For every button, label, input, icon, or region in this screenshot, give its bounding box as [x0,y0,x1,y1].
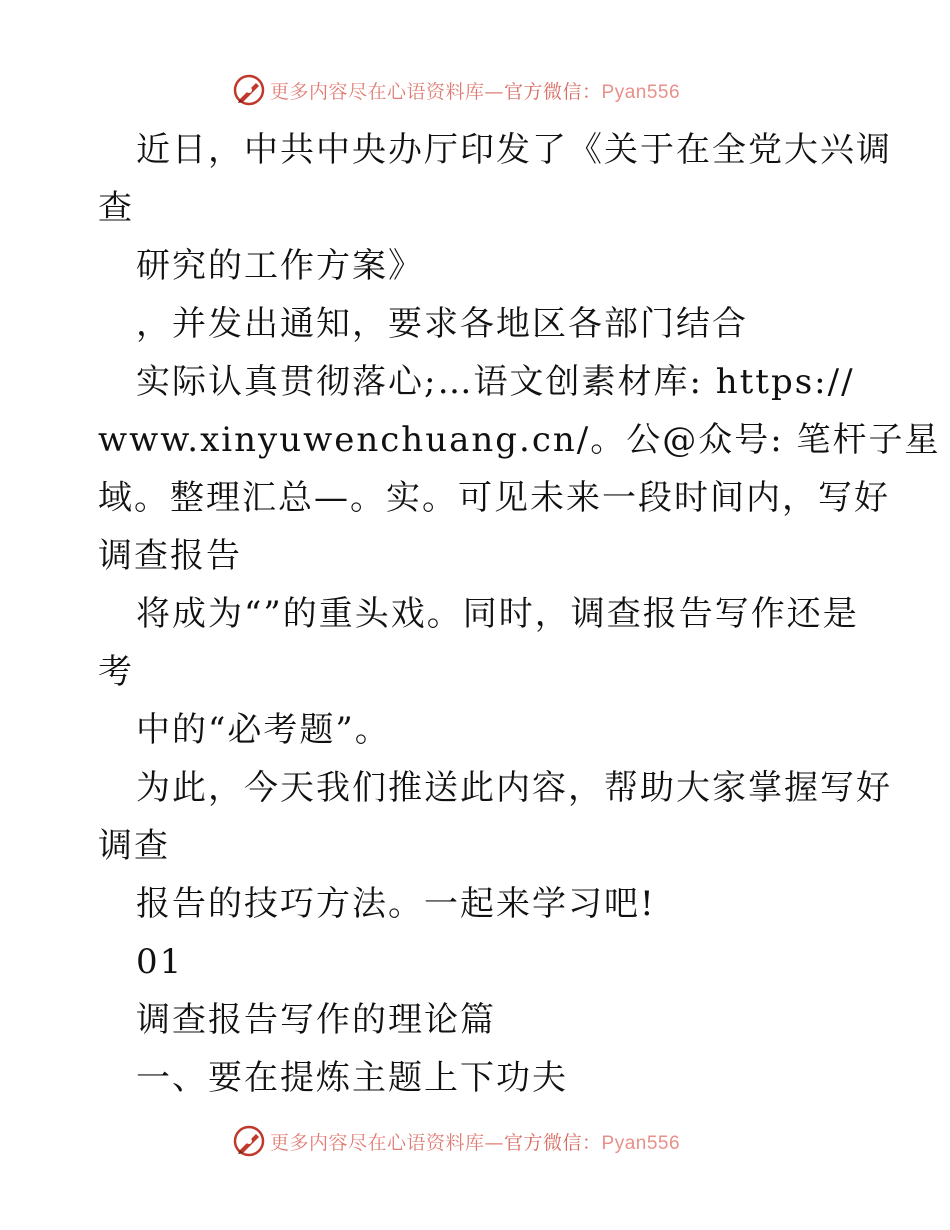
text-line: www.xinyuwenchuang.cn/。公@众号: 笔杆子星 [98,420,941,460]
banner-text [270,1128,680,1155]
header-watermark-banner [232,70,712,110]
text-line: 调查报告 [98,536,242,576]
banner-main-text: 更多内容尽在心语资料库 [270,1131,485,1154]
text-line: ，并发出通知，要求各地区各部门结合 [136,304,748,344]
section-heading: 调查报告写作的理论篇 [136,1000,496,1040]
section-number: 01 [136,942,184,982]
text-line: 调查 [98,826,170,866]
text-line: 域。整理汇总—。实。可见未来一段时间内，写好 [98,478,890,518]
banner-wechat-label: 官方微信： [504,1131,602,1154]
text-line: 研究的工作方案》 [136,246,424,286]
pen-logo-icon [232,73,266,107]
text-line: 实际认真贯彻落心;…语文创素材库: https:// [136,362,855,402]
text-line: 考 [98,652,134,692]
text-line: 为此，今天我们推送此内容，帮助大家掌握写好 [136,768,892,808]
subsection-heading: 一、要在提炼主题上下功夫 [136,1058,568,1098]
banner-text [270,77,680,104]
footer-watermark-banner [232,1121,712,1161]
text-line: 将成为“”的重头戏。同时，调查报告写作还是 [136,594,859,634]
banner-wechat-id: Pyan556 [601,81,681,103]
text-line: 查 [98,188,134,228]
banner-separator: — [484,80,505,103]
banner-wechat-id: Pyan556 [601,1132,681,1154]
text-line: 近日，中共中央办厅印发了《关于在全党大兴调 [136,130,892,170]
banner-main-text: 更多内容尽在心语资料库 [270,80,485,103]
text-line: 报告的技巧方法。一起来学习吧! [136,884,656,924]
text-line: 中的“必考题”。 [136,710,391,750]
banner-separator: — [484,1131,505,1154]
banner-wechat-label: 官方微信： [504,80,602,103]
pen-logo-icon [232,1124,266,1158]
